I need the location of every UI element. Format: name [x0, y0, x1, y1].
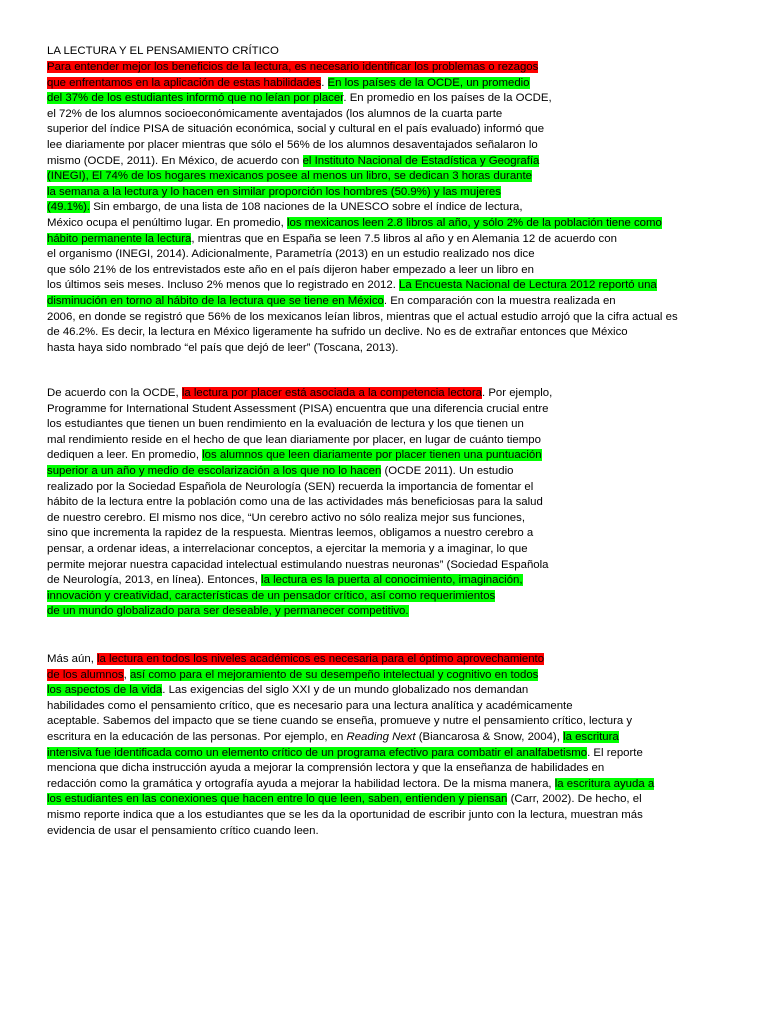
- text-segment: . El reporte: [587, 746, 643, 759]
- highlight-green: el Instituto Nacional de Estadística y Geografía: [302, 154, 540, 167]
- paragraph-1-line: [47, 340, 398, 356]
- text-segment: Programme for International Student Assessment (PISA) encuentra que una diferencia crucial entre: [47, 402, 549, 415]
- highlight-green: (49.1%).: [47, 201, 91, 214]
- paragraph-2-line: [47, 525, 533, 541]
- paragraph-2-line: [47, 557, 548, 573]
- paragraph-3-line: [47, 776, 654, 792]
- highlight-green: la semana a la lectura y lo hacen en similar proporción los hombres (50.9%) y las mujeres: [47, 185, 501, 198]
- paragraph-1-line: [47, 153, 539, 169]
- highlight-green: del 37% de los estudiantes informó que no leían por placer: [47, 92, 344, 105]
- text-segment: . Las exigencias del siglo XXI y de un mundo globalizado nos demandan: [162, 684, 529, 697]
- paragraph-3-line: [47, 823, 319, 839]
- highlight-green: La Encuesta Nacional de Lectura 2012 reportó una: [399, 279, 657, 292]
- text-segment: que sólo 21% de los entrevistados este año en el país dijeron haber empezado a leer un libro en: [47, 263, 534, 276]
- text-segment: (Carr, 2002). De hecho, el: [507, 793, 642, 806]
- paragraph-3-line: [47, 651, 544, 667]
- text-segment: . En comparación con la muestra realizada en: [383, 295, 616, 307]
- text-segment: permite mejorar nuestra capacidad intelectual estimulando nuestras neuronas” (Sociedad Española: [47, 558, 549, 571]
- highlight-green: la escritura: [563, 731, 619, 743]
- text-segment: lee diariamente por placer mientras que sólo el 56% de los alumnos desaventajados señalaron lo: [47, 139, 538, 151]
- text-segment: el organismo (INEGI, 2014). Adicionalmente, Parametría (2013) en un estudio realizado nos dice: [47, 248, 535, 261]
- text-segment: (Biancarosa & Snow, 2004),: [415, 731, 564, 743]
- paragraph-3-line: [47, 698, 573, 714]
- highlight-green: intensiva fue identificada como un elemento crítico de un programa efectivo para combatir el analfabetismo: [47, 746, 588, 759]
- paragraph-2-line: [47, 401, 548, 417]
- text-segment: el 72% de los alumnos socioeconómicamente aventajados (los alumnos de la cuarta parte: [47, 107, 503, 120]
- paragraph-2-line: [47, 416, 524, 432]
- paragraph-1-line: [47, 277, 657, 293]
- paragraph-1-line: [47, 309, 678, 325]
- text-segment: mismo (OCDE, 2011). En México, de acuerdo con: [47, 154, 303, 167]
- highlight-green: disminución en torno al hábito de la lectura que se tiene en México: [47, 295, 384, 307]
- text-segment: (OCDE 2011). Un estudio: [381, 465, 514, 477]
- paragraph-1-line: [47, 90, 552, 106]
- text-segment: pensar, a ordenar ideas, a interrelacionar conceptos, a ejercitar la memoria y a imaginar, lo que: [47, 543, 528, 555]
- text-segment: los últimos seis meses. Incluso 2% menos que lo registrado en 2012.: [47, 279, 400, 292]
- text-segment: sino que incrementa la rapidez de la respuesta. Mientras leemos, obligamos a nuestro cerebro a: [47, 527, 534, 540]
- highlight-red: Para entender mejor los beneficios de la lectura, es necesario identificar los problemas o rezagos: [47, 61, 539, 73]
- text-segment: menciona que dicha instrucción ayuda a mejorar la comprensión lectora y que la enseñanza de habilidades en: [47, 762, 605, 775]
- paragraph-3-line: [47, 760, 604, 776]
- paragraph-3-line: [47, 713, 632, 729]
- highlight-green: los estudiantes en las conexiones que hacen entre lo que leen, saben, entienden y piensan: [47, 793, 508, 806]
- text-segment: 2006, en donde se registró que 56% de los mexicanos leían libros, mientras que el actual estudio arrojó que la cifra actual es: [47, 310, 678, 323]
- paragraph-1-line: [47, 231, 617, 247]
- text-segment: De acuerdo con la OCDE,: [47, 387, 182, 399]
- highlight-green: hábito permanente la lectura: [47, 232, 192, 245]
- highlight-green: innovación y creatividad, características de un pensador crítico, así como requerimientos: [47, 589, 496, 602]
- text-segment: de Neurología, 2013, en línea). Entonces,: [47, 574, 262, 587]
- text-segment: los estudiantes que tienen un buen rendimiento en la evaluación de lectura y los que tienen un: [47, 418, 524, 431]
- paragraph-3-line: [47, 745, 643, 761]
- paragraph-1-line: [47, 293, 616, 309]
- paragraph-1-line: [47, 59, 538, 75]
- highlight-green: los aspectos de la vida: [47, 684, 163, 697]
- highlight-green: la escritura ayuda a: [554, 777, 655, 790]
- highlight-green: los alumnos que leen diariamente por placer tienen una puntuación: [202, 449, 542, 462]
- paragraph-1-line: [47, 199, 523, 215]
- paragraph-2-line: [47, 510, 525, 526]
- text-segment: . Por ejemplo,: [481, 387, 553, 399]
- paragraph-2-line: [47, 385, 552, 401]
- text-segment: México ocupa el penúltimo lugar. En promedio,: [47, 217, 287, 229]
- paragraph-2-line: [47, 572, 523, 588]
- document-title: LA LECTURA Y EL PENSAMIENTO CRÍTICO: [47, 45, 279, 57]
- text-segment: de nuestro cerebro. El mismo nos dice, “Un cerebro activo no sólo realiza mejor sus funciones,: [47, 511, 525, 524]
- text-segment: Sin embargo, de una lista de 108 naciones de la UNESCO sobre el índice de lectura,: [90, 201, 523, 214]
- text-segment: ,: [123, 668, 130, 681]
- text-segment: , mientras que en España se leen 7.5 libros al año y en Alemania 12 de acuerdo con: [191, 232, 617, 245]
- text-segment: mal rendimiento reside en el hecho de que lean diariamente por placer, en lugar de cuánto tiempo: [47, 433, 541, 446]
- paragraph-1-line: [47, 137, 538, 153]
- paragraph-2-line: [47, 463, 513, 479]
- text-segment: redacción como la gramática y ortografía ayuda a mejorar la habilidad lectora. De la misma manera,: [47, 777, 555, 790]
- paragraph-2-line: [47, 432, 541, 448]
- paragraph-2-line: [47, 447, 542, 463]
- highlight-green: (INEGI), El 74% de los hogares mexicanos posee al menos un libro, se dedican 3 horas durante: [47, 170, 533, 183]
- text-segment: aceptable. Sabemos del impacto que se tiene cuando se enseña, promueve y nutre el pensamiento crítico, lectura y: [47, 715, 633, 728]
- highlight-green: superior a un año y medio de escolarización a los que no lo hacen: [47, 465, 382, 477]
- highlight-green: de un mundo globalizado para ser deseable, y permanecer competitivo.: [47, 605, 409, 618]
- highlight-green: los mexicanos leen 2.8 libros al año, y sólo 2% de la población tiene como: [286, 217, 662, 229]
- text-segment: .: [321, 76, 328, 89]
- paragraph-1-line: [47, 75, 530, 91]
- text-segment: hasta haya sido nombrado “el país que dejó de leer” (Toscana, 2013).: [47, 341, 399, 354]
- paragraph-3-line: [47, 729, 619, 745]
- highlight-red: de los alumnos: [47, 668, 124, 681]
- paragraph-2-line: [47, 588, 495, 604]
- paragraph-1-line: [47, 168, 532, 184]
- paragraph-1-line: [47, 121, 544, 137]
- text-segment: realizado por la Sociedad Española de Neurología (SEN) recuerda la importancia de fomentar el: [47, 480, 534, 493]
- paragraph-2-line: [47, 541, 528, 557]
- text-segment: escritura en la educación de las personas. Por ejemplo, en: [47, 731, 347, 743]
- text-segment: . En promedio en los países de la OCDE,: [343, 92, 552, 105]
- paragraph-1-line: [47, 184, 501, 200]
- text-segment: superior del índice PISA de situación económica, social y cultural en el país evaluado) informó que: [47, 123, 545, 136]
- highlight-green: la lectura es la puerta al conocimiento, imaginación,: [261, 574, 523, 587]
- paragraph-3-line: [47, 667, 538, 683]
- text-segment: hábito de la lectura entre la población como una de las actividades más beneficiosas para la salud: [47, 496, 543, 509]
- text-segment: mismo reporte indica que a los estudiantes que se les da la oportunidad de escribir junto con la lectura, muestran más: [47, 809, 643, 821]
- text-segment: Reading Next: [346, 731, 416, 743]
- text-segment: dediquen a leer. En promedio,: [47, 449, 203, 462]
- highlight-red: la lectura por placer está asociada a la competencia lectora: [181, 387, 482, 399]
- paragraph-1-line: [47, 106, 502, 122]
- paragraph-1-line: [47, 324, 628, 340]
- paragraph-3-line: [47, 807, 643, 823]
- paragraph-2-line: [47, 479, 533, 495]
- paragraph-2-line: [47, 494, 543, 510]
- text-segment: habilidades como el pensamiento crítico, que es necesario para una lectura analítica y académicamente: [47, 699, 573, 712]
- highlight-green: así como para el mejoramiento de su desempeño intelectual y cognitivo en todos: [129, 668, 539, 681]
- paragraph-3-line: [47, 682, 528, 698]
- highlight-red: la lectura en todos los niveles académicos es necesaria para el óptimo aprovechamiento: [97, 653, 545, 665]
- highlight-green: En los países de la OCDE, un promedio: [327, 76, 530, 89]
- highlight-red: que enfrentamos en la aplicación de estas habilidades: [47, 76, 322, 89]
- paragraph-1-line: [47, 262, 534, 278]
- text-segment: de 46.2%. Es decir, la lectura en México ligeramente ha sufrido un declive. No es de extrañar entonces que México: [47, 326, 628, 339]
- paragraph-3-line: [47, 791, 642, 807]
- paragraph-2-line: [47, 603, 409, 619]
- text-segment: evidencia de usar el pensamiento crítico cuando leen.: [47, 824, 319, 837]
- paragraph-1-line: [47, 215, 662, 231]
- paragraph-1-line: [47, 246, 535, 262]
- text-segment: Más aún,: [47, 653, 98, 665]
